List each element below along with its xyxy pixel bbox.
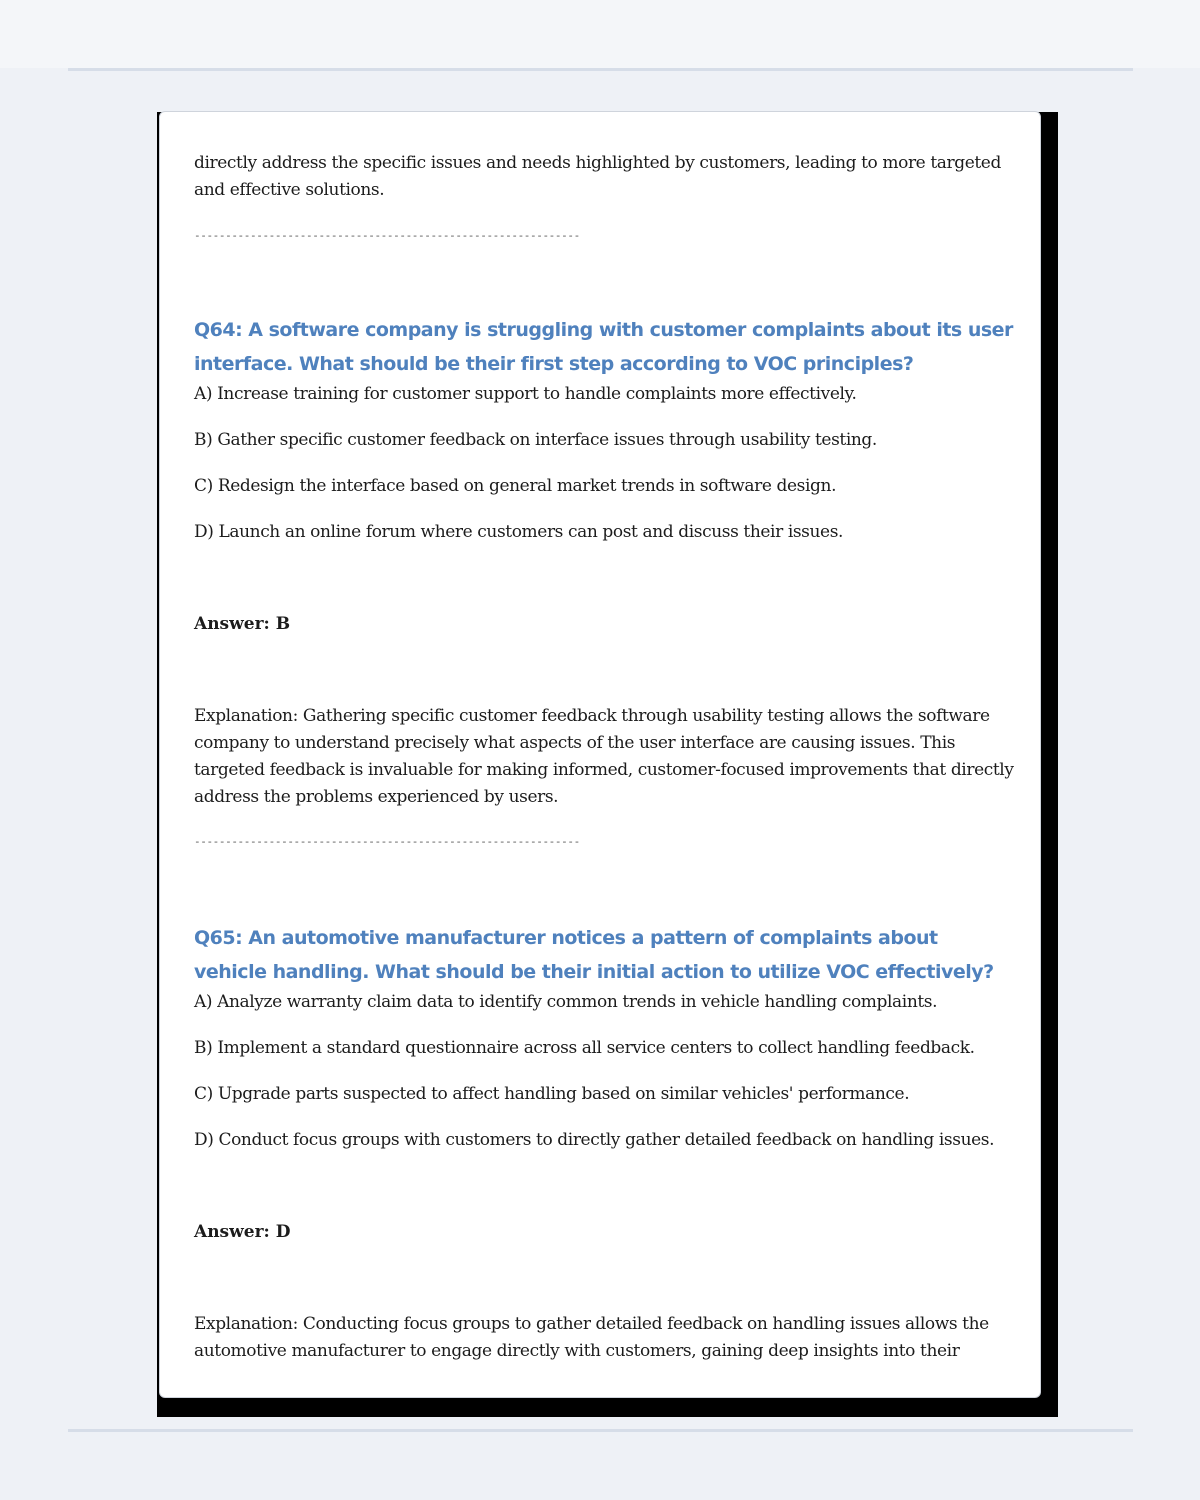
option-c-q64: C) Redesign the interface based on general market trends in software design. (194, 476, 837, 496)
separator-line: -------------------------------------------------------------- (194, 835, 580, 848)
question-heading-q65: Q65: An automotive manufacturer notices a pattern of complaints about vehicle handling. What should be their initial action to utilize VOC effectively? (194, 927, 994, 983)
option-a-q64: A) Increase training for customer support to handle complaints more effectively. (194, 384, 857, 404)
viewer-top-band (0, 0, 1200, 68)
explanation-q65: Explanation: Conducting focus groups to gather detailed feedback on handling issues allows the automotive manufacturer to engage directly with customers, gaining deep insights into their (194, 1314, 989, 1361)
option-d-q64: D) Launch an online forum where customers can post and discuss their issues. (194, 522, 844, 542)
answer-q64: Answer: B (194, 614, 291, 634)
separator-line: -------------------------------------------------------------- (194, 229, 580, 242)
top-divider (68, 68, 1133, 71)
previous-explanation-tail: directly address the specific issues and needs highlighted by customers, leading to more targeted and effective solutions. (194, 153, 1001, 200)
option-c-q65: C) Upgrade parts suspected to affect handling based on similar vehicles' performance. (194, 1084, 910, 1104)
bottom-divider (68, 1429, 1133, 1432)
option-b-q64: B) Gather specific customer feedback on interface issues through usability testing. (194, 430, 877, 450)
option-a-q65: A) Analyze warranty claim data to identify common trends in vehicle handling complaints. (194, 992, 938, 1012)
option-d-q65: D) Conduct focus groups with customers to directly gather detailed feedback on handling issues. (194, 1130, 995, 1150)
answer-q65: Answer: D (194, 1222, 291, 1242)
option-b-q65: B) Implement a standard questionnaire across all service centers to collect handling feedback. (194, 1038, 975, 1058)
explanation-q64: Explanation: Gathering specific customer feedback through usability testing allows the software company to understand precisely what aspects of the user interface are causing issues. This targeted feedback is invaluable for making informed, customer-focused improvements that directly address the problems experienced by users. (194, 706, 1014, 807)
document-page (159, 111, 1041, 1398)
question-heading-q64: Q64: A software company is struggling with customer complaints about its user interface. What should be their first step according to VOC principles? (194, 319, 1013, 375)
